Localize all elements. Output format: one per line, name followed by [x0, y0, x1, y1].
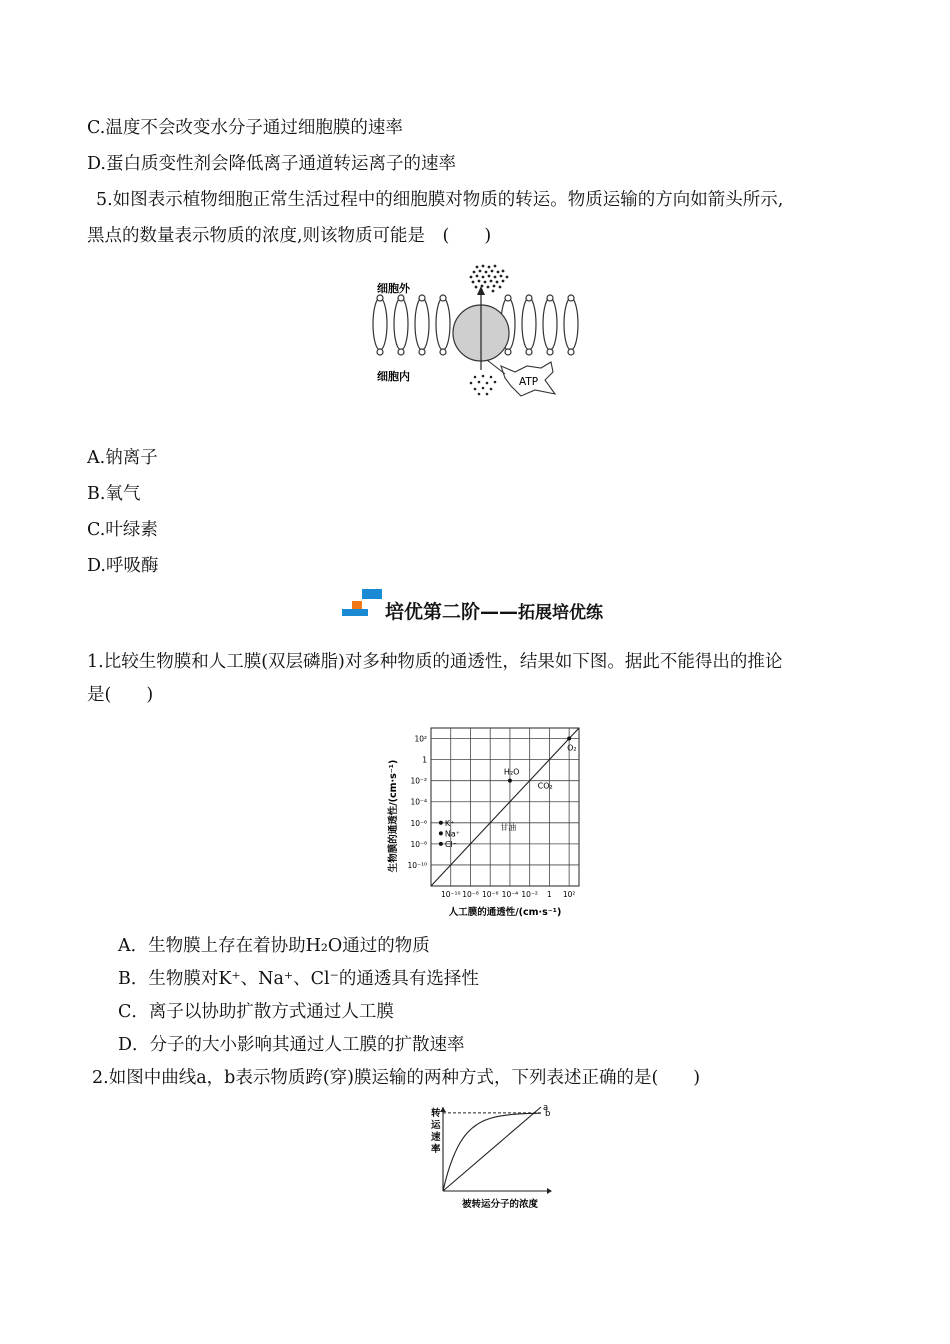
chart2-y-arrow-icon	[440, 1107, 446, 1112]
cell-membrane-figure	[365, 262, 590, 402]
q4-option-c: C.温度不会改变水分子通过细胞膜的速率	[87, 118, 403, 138]
chart1-point	[508, 779, 512, 783]
chart1-x-tick-label: 10⁻⁶	[481, 890, 499, 899]
chart2-ylabel-char-1: 转	[431, 1108, 441, 1119]
chart1-x-tick-label: 1	[547, 890, 552, 899]
transport-rate-chart	[425, 1103, 560, 1213]
chart1-x-tick-label: 10⁻⁸	[462, 890, 479, 899]
chart1-point	[439, 831, 443, 835]
chart1-point	[439, 842, 443, 846]
phospholipid-right-group	[501, 295, 578, 355]
arrow-head-icon	[477, 286, 485, 295]
chart1-point-label: Na⁺	[444, 829, 460, 839]
chart1-y-tick-label: 10⁻⁴	[410, 797, 427, 807]
chart1-x-tick-label: 10⁻²	[521, 890, 538, 899]
section-title-main: 培优第二阶	[385, 601, 481, 623]
chart1-point-label: Cl⁻	[444, 839, 457, 849]
chart1-diagonal-line	[431, 728, 579, 886]
s1-option-a: A．生物膜上存在着协助H₂O通过的物质	[118, 936, 430, 956]
chart1-point	[439, 821, 443, 825]
section-title	[385, 597, 603, 624]
chart1-y-tick-label: 10⁻⁸	[410, 839, 427, 849]
chart2-ylabel-char-2: 运	[431, 1120, 441, 1131]
section-title-dash: ——	[480, 601, 519, 623]
q5-option-c: C.叶绿素	[87, 520, 158, 540]
atp-label: ATP	[519, 376, 539, 388]
q5-option-d: D.呼吸酶	[87, 556, 159, 576]
chart1-point	[567, 737, 571, 741]
chart1-y-tick-label: 10²	[414, 734, 427, 744]
chart2-xlabel: 被转运分子的浓度	[461, 1199, 539, 1210]
chart1-point-label: H₂O	[503, 767, 520, 777]
permeability-chart	[385, 718, 600, 923]
chart2-label-b: b	[545, 1108, 551, 1119]
outside-dots	[470, 265, 509, 293]
q5-option-b: B.氧气	[87, 484, 141, 504]
chart1-y-tick-label: 10⁻²	[410, 776, 427, 786]
chart1-grid	[407, 728, 579, 899]
outside-label: 细胞外	[377, 282, 410, 295]
chart2-ylabel-char-3: 速	[431, 1132, 441, 1143]
chart1-point-label: K⁺	[444, 818, 455, 828]
s1-option-b: B．生物膜对K⁺、Na⁺、Cl⁻的通透具有选择性	[118, 969, 479, 989]
s2-stem: 2.如图中曲线a，b表示物质跨(穿)膜运输的两种方式，下列表述正确的是( )	[92, 1068, 701, 1088]
s1-option-c: C．离子以协助扩散方式通过人工膜	[118, 1002, 394, 1022]
chart2-ylabel-char-4: 率	[431, 1144, 441, 1155]
phospholipid-left-group	[373, 295, 450, 355]
inside-label: 细胞内	[377, 370, 410, 383]
chart1-ylabel: 生物膜的通透性/(cm·s⁻¹)	[388, 759, 399, 873]
q5-stem-line2: 黑点的数量表示物质的浓度,则该物质可能是 ( )	[87, 226, 492, 246]
chart2-marks	[440, 1103, 552, 1194]
s1-option-d: D．分子的大小影响其通过人工膜的扩散速率	[118, 1035, 465, 1055]
chart1-point-label: 甘油	[500, 822, 517, 832]
chart2-ylabel: 转运速率	[425, 1103, 429, 1104]
chart1-y-tick-label: 10⁻¹⁰	[407, 860, 427, 870]
chart2-x-arrow-icon	[547, 1188, 552, 1194]
section-header	[340, 587, 670, 631]
q5-stem-line1: 5.如图表示植物细胞正常生活过程中的细胞膜对物质的转运。物质运输的方向如箭头所示,	[96, 190, 784, 210]
chart1-x-tick-label: 10⁻¹⁰	[440, 890, 461, 899]
q5-option-a: A.钠离子	[87, 448, 158, 468]
s1-stem-line1: 1.比较生物膜和人工膜(双层磷脂)对多种物质的通透性，结果如下图。据此不能得出的推论	[87, 652, 783, 672]
chart2-line-a	[443, 1107, 541, 1191]
chart1-x-tick-label: 10²	[562, 890, 576, 899]
section-logo-icon	[340, 587, 384, 627]
s1-stem-line2: 是( )	[87, 685, 154, 705]
chart2-line-b	[443, 1113, 541, 1191]
chart1-xlabel: 人工膜的通透性/(cm·s⁻¹)	[448, 907, 562, 918]
chart1-x-tick-label: 10⁻⁴	[501, 890, 519, 899]
chart1-y-tick-label: 10⁻⁶	[410, 818, 427, 828]
q4-option-d: D.蛋白质变性剂会降低离子通道转运离子的速率	[87, 154, 456, 174]
chart2-label-a: a	[543, 1103, 549, 1113]
chart1-point-label: O₂	[567, 743, 577, 753]
chart1-point-label: CO₂	[537, 781, 553, 791]
inside-dots	[470, 375, 497, 396]
chart1-marks	[431, 728, 579, 886]
section-subtitle: 拓展培优练	[518, 603, 604, 623]
chart1-y-tick-label: 1	[422, 755, 427, 765]
